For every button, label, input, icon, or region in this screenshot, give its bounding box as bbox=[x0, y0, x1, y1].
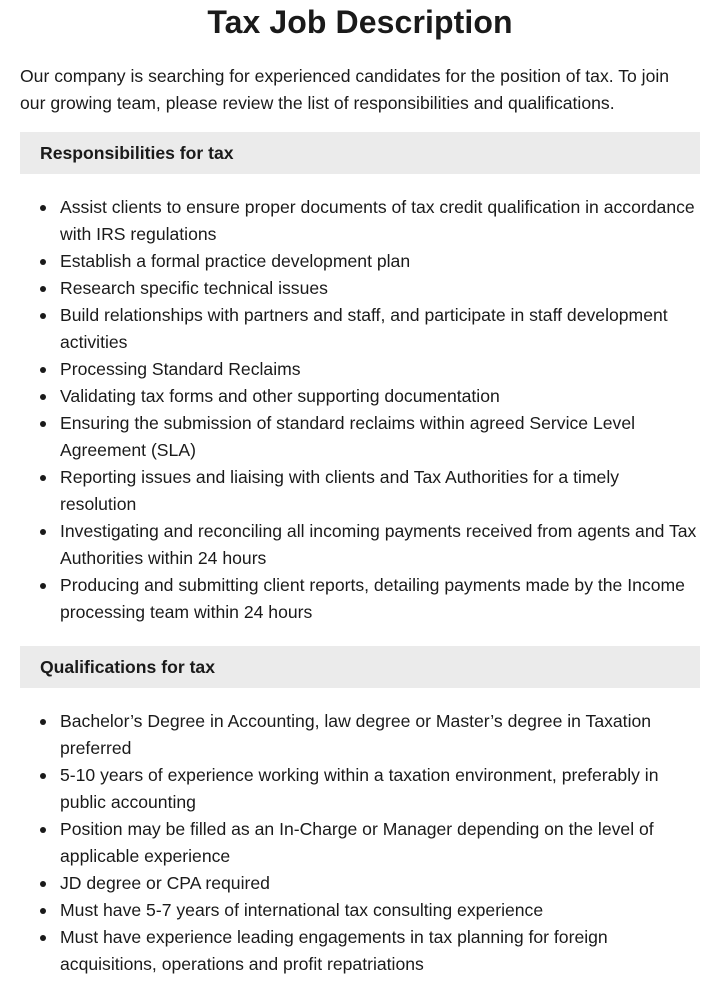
bullet-icon bbox=[40, 475, 46, 481]
list-item bbox=[20, 572, 700, 626]
bullet-icon bbox=[40, 881, 46, 887]
list-item bbox=[20, 897, 700, 924]
list-item bbox=[20, 870, 700, 897]
intro-paragraph: Our company is searching for experienced candidates for the position of tax. To join our growing team, please review the list of responsibilities and qualifications. bbox=[20, 66, 670, 113]
qualifications-heading: Qualifications for tax bbox=[20, 646, 700, 688]
bullet-icon bbox=[40, 313, 46, 319]
list-item-text: Must have 5-7 years of international tax consulting experience bbox=[60, 900, 544, 920]
list-item-text: Assist clients to ensure proper documents of tax credit qualification in accordance with IRS regulations bbox=[60, 197, 695, 244]
bullet-icon bbox=[40, 259, 46, 265]
list-item-text: Build relationships with partners and staff, and participate in staff development activities bbox=[60, 305, 668, 352]
qualifications-list bbox=[20, 708, 700, 978]
list-item-text: JD degree or CPA required bbox=[60, 873, 270, 893]
list-item bbox=[20, 410, 700, 464]
bullet-icon bbox=[40, 205, 46, 211]
list-item-text: Ensuring the submission of standard reclaims within agreed Service Level Agreement (SLA) bbox=[60, 413, 636, 460]
list-item-text: Producing and submitting client reports, detailing payments made by the Income processing team within 24 hours bbox=[60, 575, 685, 622]
page-title: Tax Job Description bbox=[207, 4, 513, 40]
list-item bbox=[20, 356, 700, 383]
bullet-icon bbox=[40, 367, 46, 373]
list-item-text: Establish a formal practice development plan bbox=[60, 251, 411, 271]
list-item-text: Reporting issues and liaising with clients and Tax Authorities for a timely resolution bbox=[60, 467, 620, 514]
list-item-text: Investigating and reconciling all incoming payments received from agents and Tax Authorities within 24 hours bbox=[60, 521, 697, 568]
list-item bbox=[20, 248, 700, 275]
list-item bbox=[20, 464, 700, 518]
list-item-text: Must have experience leading engagements in tax planning for foreign acquisitions, operations and profit repatriations bbox=[60, 927, 608, 974]
bullet-icon bbox=[40, 827, 46, 833]
list-item bbox=[20, 816, 700, 870]
list-item-text: Bachelor’s Degree in Accounting, law degree or Master’s degree in Taxation preferred bbox=[60, 711, 652, 758]
bullet-icon bbox=[40, 908, 46, 914]
responsibilities-list bbox=[20, 194, 700, 626]
bullet-icon bbox=[40, 583, 46, 589]
bullet-icon bbox=[40, 421, 46, 427]
list-item-text: Processing Standard Reclaims bbox=[60, 359, 301, 379]
bullet-icon bbox=[40, 935, 46, 941]
responsibilities-heading: Responsibilities for tax bbox=[20, 132, 700, 174]
list-item bbox=[20, 708, 700, 762]
list-item-text: Validating tax forms and other supporting documentation bbox=[60, 386, 500, 406]
list-item bbox=[20, 518, 700, 572]
bullet-icon bbox=[40, 529, 46, 535]
list-item bbox=[20, 302, 700, 356]
bullet-icon bbox=[40, 394, 46, 400]
list-item bbox=[20, 924, 700, 978]
list-item bbox=[20, 194, 700, 248]
list-item bbox=[20, 383, 700, 410]
bullet-icon bbox=[40, 719, 46, 725]
list-item-text: Research specific technical issues bbox=[60, 278, 328, 298]
list-item bbox=[20, 275, 700, 302]
bullet-icon bbox=[40, 773, 46, 779]
list-item bbox=[20, 762, 700, 816]
list-item-text: Position may be filled as an In-Charge or Manager depending on the level of applicable experience bbox=[60, 819, 654, 866]
bullet-icon bbox=[40, 286, 46, 292]
list-item-text: 5-10 years of experience working within a taxation environment, preferably in public accounting bbox=[60, 765, 659, 812]
